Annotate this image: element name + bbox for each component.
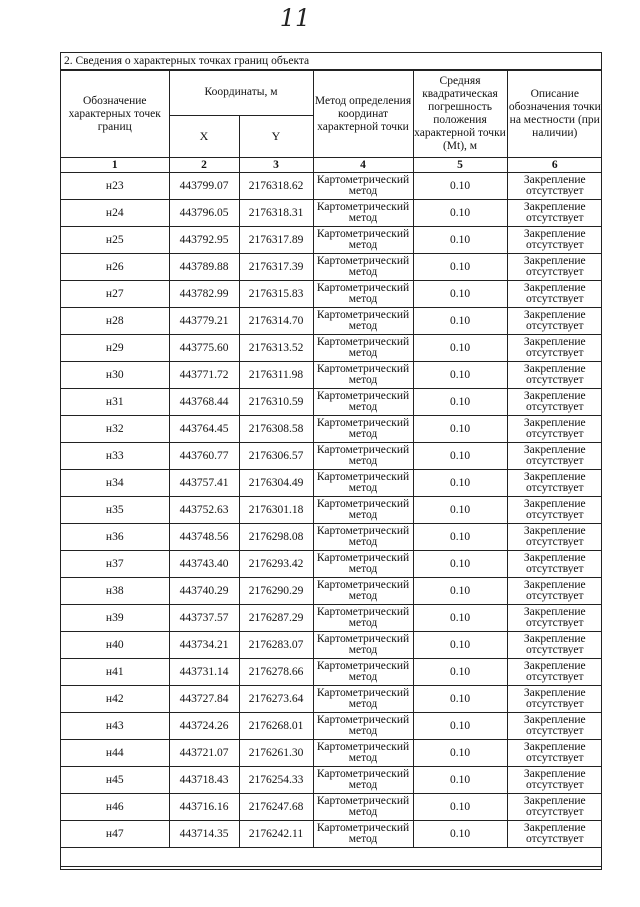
table-row: [61, 794, 602, 821]
coordinate-x: 443779.21: [169, 308, 239, 335]
description-cell: Закрепление отсутствует: [507, 578, 602, 605]
table-row: [61, 578, 602, 605]
error-cell: 0.10: [413, 281, 507, 308]
coordinate-x: 443731.14: [169, 659, 239, 686]
coordinate-x: 443743.40: [169, 551, 239, 578]
coordinate-y: 2176318.62: [239, 173, 313, 200]
table-row: [61, 524, 602, 551]
coordinate-x: 443782.99: [169, 281, 239, 308]
coordinate-x: 443760.77: [169, 443, 239, 470]
coordinate-y: 2176304.49: [239, 470, 313, 497]
coordinate-y: 2176298.08: [239, 524, 313, 551]
header-designation: Обозначение характерных точек границ: [61, 71, 169, 158]
table-row: [61, 713, 602, 740]
description-cell: Закрепление отсутствует: [507, 632, 602, 659]
method-cell: Картометрический метод: [313, 416, 413, 443]
table-row: [61, 173, 602, 200]
point-designation: н33: [61, 443, 169, 470]
description-cell: Закрепление отсутствует: [507, 227, 602, 254]
method-cell: Картометрический метод: [313, 200, 413, 227]
table-row: [61, 605, 602, 632]
table-row: [61, 659, 602, 686]
table-row: [61, 740, 602, 767]
method-cell: Картометрический метод: [313, 686, 413, 713]
error-cell: 0.10: [413, 443, 507, 470]
error-cell: 0.10: [413, 416, 507, 443]
error-cell: 0.10: [413, 551, 507, 578]
empty-footer-cell: [61, 848, 602, 867]
table-row: [61, 362, 602, 389]
coordinate-x: 443789.88: [169, 254, 239, 281]
point-designation: н47: [61, 821, 169, 848]
method-cell: Картометрический метод: [313, 767, 413, 794]
column-number: 6: [507, 158, 602, 173]
point-designation: н35: [61, 497, 169, 524]
description-cell: Закрепление отсутствует: [507, 389, 602, 416]
error-cell: 0.10: [413, 578, 507, 605]
error-cell: 0.10: [413, 308, 507, 335]
error-cell: 0.10: [413, 821, 507, 848]
coordinate-y: 2176308.58: [239, 416, 313, 443]
coordinate-y: 2176283.07: [239, 632, 313, 659]
description-cell: Закрепление отсутствует: [507, 659, 602, 686]
coordinate-y: 2176278.66: [239, 659, 313, 686]
coordinate-x: 443792.95: [169, 227, 239, 254]
error-cell: 0.10: [413, 659, 507, 686]
column-number-row: [61, 158, 602, 173]
coordinate-y: 2176317.39: [239, 254, 313, 281]
header-x: X: [169, 115, 239, 157]
description-cell: Закрепление отсутствует: [507, 767, 602, 794]
coordinate-y: 2176306.57: [239, 443, 313, 470]
method-cell: Картометрический метод: [313, 497, 413, 524]
coordinate-y: 2176315.83: [239, 281, 313, 308]
point-designation: н34: [61, 470, 169, 497]
description-cell: Закрепление отсутствует: [507, 470, 602, 497]
table-row: [61, 281, 602, 308]
coordinate-x: 443718.43: [169, 767, 239, 794]
method-cell: Картометрический метод: [313, 173, 413, 200]
method-cell: Картометрический метод: [313, 443, 413, 470]
column-number: 2: [169, 158, 239, 173]
header-error: Средняя квадратическая погрешность положения характерной точки (Mt), м: [413, 71, 507, 158]
table-row: [61, 389, 602, 416]
error-cell: 0.10: [413, 389, 507, 416]
coordinate-y: 2176254.33: [239, 767, 313, 794]
boundary-points-table: [61, 70, 602, 867]
method-cell: Картометрический метод: [313, 551, 413, 578]
error-cell: 0.10: [413, 362, 507, 389]
error-cell: 0.10: [413, 794, 507, 821]
column-number: 4: [313, 158, 413, 173]
coordinate-x: 443748.56: [169, 524, 239, 551]
coordinate-x: 443768.44: [169, 389, 239, 416]
empty-footer-row: [61, 848, 602, 867]
column-number: 1: [61, 158, 169, 173]
point-designation: н39: [61, 605, 169, 632]
coordinate-x: 443775.60: [169, 335, 239, 362]
error-cell: 0.10: [413, 605, 507, 632]
description-cell: Закрепление отсутствует: [507, 281, 602, 308]
description-cell: Закрепление отсутствует: [507, 362, 602, 389]
table-row: [61, 632, 602, 659]
method-cell: Картометрический метод: [313, 470, 413, 497]
error-cell: 0.10: [413, 686, 507, 713]
coordinate-x: 443752.63: [169, 497, 239, 524]
error-cell: 0.10: [413, 227, 507, 254]
column-number: 5: [413, 158, 507, 173]
coordinate-y: 2176242.11: [239, 821, 313, 848]
coordinate-y: 2176293.42: [239, 551, 313, 578]
method-cell: Картометрический метод: [313, 605, 413, 632]
point-designation: н24: [61, 200, 169, 227]
error-cell: 0.10: [413, 632, 507, 659]
section-title: 2. Сведения о характерных точках границ объекта: [61, 53, 601, 70]
method-cell: Картометрический метод: [313, 227, 413, 254]
table-row: [61, 227, 602, 254]
coordinate-x: 443757.41: [169, 470, 239, 497]
coordinate-x: 443727.84: [169, 686, 239, 713]
header-description: Описание обозначения точки на местности (при наличии): [507, 71, 602, 158]
method-cell: Картометрический метод: [313, 524, 413, 551]
table-row: [61, 443, 602, 470]
error-cell: 0.10: [413, 470, 507, 497]
coordinate-y: 2176268.01: [239, 713, 313, 740]
point-designation: н44: [61, 740, 169, 767]
description-cell: Закрепление отсутствует: [507, 794, 602, 821]
description-cell: Закрепление отсутствует: [507, 443, 602, 470]
table-row: [61, 335, 602, 362]
coordinate-x: 443714.35: [169, 821, 239, 848]
description-cell: Закрепление отсутствует: [507, 740, 602, 767]
description-cell: Закрепление отсутствует: [507, 713, 602, 740]
point-designation: н26: [61, 254, 169, 281]
point-designation: н43: [61, 713, 169, 740]
point-designation: н28: [61, 308, 169, 335]
coordinate-x: 443796.05: [169, 200, 239, 227]
point-designation: н41: [61, 659, 169, 686]
header-method: Метод определения координат характерной точки: [313, 71, 413, 158]
coordinate-y: 2176290.29: [239, 578, 313, 605]
point-designation: н32: [61, 416, 169, 443]
coordinate-x: 443771.72: [169, 362, 239, 389]
table-row: [61, 767, 602, 794]
method-cell: Картометрический метод: [313, 308, 413, 335]
method-cell: Картометрический метод: [313, 632, 413, 659]
point-designation: н42: [61, 686, 169, 713]
page-number: 11: [279, 4, 311, 32]
table-row: [61, 821, 602, 848]
coordinate-y: 2176310.59: [239, 389, 313, 416]
error-cell: 0.10: [413, 497, 507, 524]
point-designation: н46: [61, 794, 169, 821]
method-cell: Картометрический метод: [313, 335, 413, 362]
table-row: [61, 254, 602, 281]
table-row: [61, 686, 602, 713]
coordinate-x: 443724.26: [169, 713, 239, 740]
coordinate-x: 443737.57: [169, 605, 239, 632]
coordinate-y: 2176261.30: [239, 740, 313, 767]
column-number: 3: [239, 158, 313, 173]
coordinate-x: 443721.07: [169, 740, 239, 767]
description-cell: Закрепление отсутствует: [507, 497, 602, 524]
method-cell: Картометрический метод: [313, 821, 413, 848]
table-row: [61, 416, 602, 443]
error-cell: 0.10: [413, 254, 507, 281]
method-cell: Картометрический метод: [313, 659, 413, 686]
description-cell: Закрепление отсутствует: [507, 254, 602, 281]
description-cell: Закрепление отсутствует: [507, 605, 602, 632]
coordinate-x: 443716.16: [169, 794, 239, 821]
error-cell: 0.10: [413, 524, 507, 551]
method-cell: Картометрический метод: [313, 389, 413, 416]
error-cell: 0.10: [413, 713, 507, 740]
method-cell: Картометрический метод: [313, 281, 413, 308]
coordinate-y: 2176311.98: [239, 362, 313, 389]
point-designation: н38: [61, 578, 169, 605]
table-row: [61, 551, 602, 578]
coordinate-y: 2176301.18: [239, 497, 313, 524]
point-designation: н40: [61, 632, 169, 659]
coordinate-x: 443799.07: [169, 173, 239, 200]
error-cell: 0.10: [413, 335, 507, 362]
description-cell: Закрепление отсутствует: [507, 551, 602, 578]
method-cell: Картометрический метод: [313, 794, 413, 821]
description-cell: Закрепление отсутствует: [507, 686, 602, 713]
point-designation: н37: [61, 551, 169, 578]
table-row: [61, 497, 602, 524]
point-designation: н23: [61, 173, 169, 200]
method-cell: Картометрический метод: [313, 740, 413, 767]
coordinate-y: 2176287.29: [239, 605, 313, 632]
table-row: [61, 308, 602, 335]
coordinate-y: 2176317.89: [239, 227, 313, 254]
header-coordinates: Координаты, м: [169, 71, 313, 116]
method-cell: Картометрический метод: [313, 254, 413, 281]
description-cell: Закрепление отсутствует: [507, 821, 602, 848]
description-cell: Закрепление отсутствует: [507, 173, 602, 200]
point-designation: н30: [61, 362, 169, 389]
point-designation: н36: [61, 524, 169, 551]
coordinate-y: 2176314.70: [239, 308, 313, 335]
method-cell: Картометрический метод: [313, 362, 413, 389]
coordinate-x: 443740.29: [169, 578, 239, 605]
error-cell: 0.10: [413, 200, 507, 227]
point-designation: н29: [61, 335, 169, 362]
document-frame: [60, 52, 602, 870]
coordinate-x: 443734.21: [169, 632, 239, 659]
point-designation: н31: [61, 389, 169, 416]
point-designation: н27: [61, 281, 169, 308]
description-cell: Закрепление отсутствует: [507, 308, 602, 335]
table-row: [61, 470, 602, 497]
coordinate-y: 2176247.68: [239, 794, 313, 821]
method-cell: Картометрический метод: [313, 713, 413, 740]
point-designation: н45: [61, 767, 169, 794]
coordinate-x: 443764.45: [169, 416, 239, 443]
description-cell: Закрепление отсутствует: [507, 524, 602, 551]
method-cell: Картометрический метод: [313, 578, 413, 605]
coordinate-y: 2176318.31: [239, 200, 313, 227]
description-cell: Закрепление отсутствует: [507, 416, 602, 443]
table-row: [61, 200, 602, 227]
error-cell: 0.10: [413, 767, 507, 794]
description-cell: Закрепление отсутствует: [507, 335, 602, 362]
error-cell: 0.10: [413, 173, 507, 200]
coordinate-y: 2176313.52: [239, 335, 313, 362]
description-cell: Закрепление отсутствует: [507, 200, 602, 227]
coordinate-y: 2176273.64: [239, 686, 313, 713]
point-designation: н25: [61, 227, 169, 254]
header-y: Y: [239, 115, 313, 157]
error-cell: 0.10: [413, 740, 507, 767]
